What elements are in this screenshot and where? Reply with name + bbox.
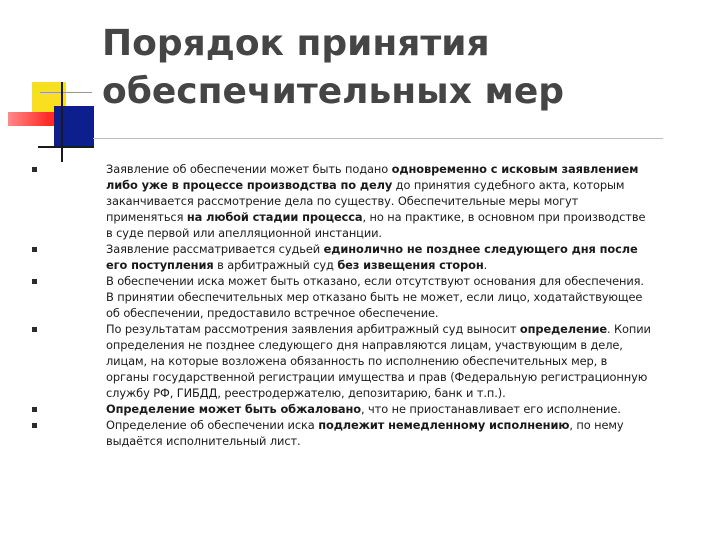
text-run: . bbox=[483, 258, 488, 272]
vertical-line bbox=[61, 82, 63, 162]
text-line bbox=[106, 401, 704, 417]
title-underline bbox=[93, 138, 663, 139]
text-run: , но на практике, в основном при производстве bbox=[362, 210, 646, 224]
text-run: , по нему bbox=[569, 418, 624, 432]
square-bullet-icon bbox=[32, 247, 37, 252]
text-line bbox=[106, 337, 704, 353]
text-run: об обеспечении, предоставило встречное обеспечение. bbox=[106, 306, 439, 320]
square-bullet-icon bbox=[32, 279, 37, 284]
text-run: определения не позднее следующего дня направляются лицам, участвующим в деле, bbox=[106, 338, 623, 352]
text-line bbox=[106, 305, 704, 321]
text-run: лицам, на которые возложена обязанность по исполнению обеспечительных мер, в bbox=[106, 354, 608, 368]
text-run: , что не приостанавливает его исполнение. bbox=[361, 402, 621, 416]
bullet-text bbox=[106, 401, 704, 417]
text-run: заканчивается рассмотрение дела по существу. Обеспечительные меры могут bbox=[106, 194, 579, 208]
bold-text-run: без извещения сторон bbox=[337, 258, 484, 272]
text-line bbox=[106, 369, 704, 385]
text-run: В обеспечении иска может быть отказано, если отсутствуют основания для обеспечения. bbox=[106, 274, 644, 288]
text-run: органы государственной регистрации имущества и прав (Федеральную регистрационную bbox=[106, 370, 648, 384]
text-run: применяться bbox=[106, 210, 187, 224]
bold-text-run: Определение может быть обжаловано bbox=[106, 402, 362, 416]
text-run: В принятии обеспечительных мер отказано быть не может, если лицо, ходатайствующее bbox=[106, 290, 643, 304]
bold-text-run: подлежит немедленному исполнению bbox=[318, 418, 570, 432]
corner-logo-decoration bbox=[0, 0, 100, 170]
text-line bbox=[106, 385, 704, 401]
text-run: По результатам рассмотрения заявления арбитражный суд выносит bbox=[106, 322, 520, 336]
bold-text-run: единолично не позднее следующего дня после bbox=[323, 242, 638, 256]
text-line bbox=[106, 225, 704, 241]
bullet-item bbox=[0, 273, 720, 321]
square-bullet-icon bbox=[32, 423, 37, 428]
bullet-item bbox=[0, 161, 720, 241]
text-line bbox=[106, 161, 704, 177]
text-line bbox=[106, 321, 704, 337]
thin-horizontal-line bbox=[40, 92, 92, 93]
bold-text-run: либо уже в процессе производства по делу bbox=[106, 178, 393, 192]
text-line bbox=[106, 177, 704, 193]
text-run: Заявление об обеспечении может быть подано bbox=[106, 162, 392, 176]
text-line bbox=[106, 193, 704, 209]
text-run: службу РФ, ГИБДД, реестродержателю, депозитарию, банк и т.п.). bbox=[106, 386, 506, 400]
text-run: Определение об обеспечении иска bbox=[106, 418, 319, 432]
text-run: в суде первой или апелляционной инстанции. bbox=[106, 226, 382, 240]
text-run: до принятия судебного акта, которым bbox=[392, 178, 625, 192]
text-line bbox=[106, 257, 704, 273]
bullet-text bbox=[106, 161, 704, 241]
square-bullet-icon bbox=[32, 327, 37, 332]
bullet-text bbox=[106, 241, 704, 273]
bold-text-run: одновременно с исковым заявлением bbox=[391, 162, 639, 176]
bullet-item bbox=[0, 241, 720, 273]
text-run: Заявление рассматривается судьей bbox=[106, 242, 324, 256]
text-line bbox=[106, 433, 704, 449]
bold-text-run: определение bbox=[519, 322, 607, 336]
text-line bbox=[106, 209, 704, 225]
bullet-item bbox=[0, 321, 720, 401]
blue-square-shape bbox=[54, 106, 94, 146]
bold-text-run: его поступления bbox=[106, 258, 214, 272]
bold-text-run: на любой стадии процесса bbox=[186, 210, 363, 224]
bullet-item bbox=[0, 401, 720, 417]
text-line bbox=[106, 241, 704, 257]
text-line bbox=[106, 353, 704, 369]
slide-title bbox=[102, 20, 564, 116]
text-run: в арбитражный суд bbox=[213, 258, 338, 272]
slide-title-line-2: обеспечительных мер bbox=[102, 71, 565, 112]
bullet-text bbox=[106, 321, 704, 401]
bullet-text bbox=[106, 417, 704, 449]
bullet-item bbox=[0, 417, 720, 449]
square-bullet-icon bbox=[32, 407, 37, 412]
bullet-text bbox=[106, 273, 704, 321]
bottom-horizontal-line bbox=[38, 146, 94, 148]
text-run: . Копии bbox=[606, 322, 651, 336]
text-line bbox=[106, 417, 704, 433]
text-line bbox=[106, 273, 704, 289]
text-line bbox=[106, 289, 704, 305]
red-bar-shape bbox=[8, 112, 58, 126]
slide-title-line-1: Порядок принятия bbox=[102, 23, 490, 64]
square-bullet-icon bbox=[32, 167, 37, 172]
bullet-list bbox=[0, 161, 720, 449]
text-run: выдаётся исполнительный лист. bbox=[106, 434, 301, 448]
